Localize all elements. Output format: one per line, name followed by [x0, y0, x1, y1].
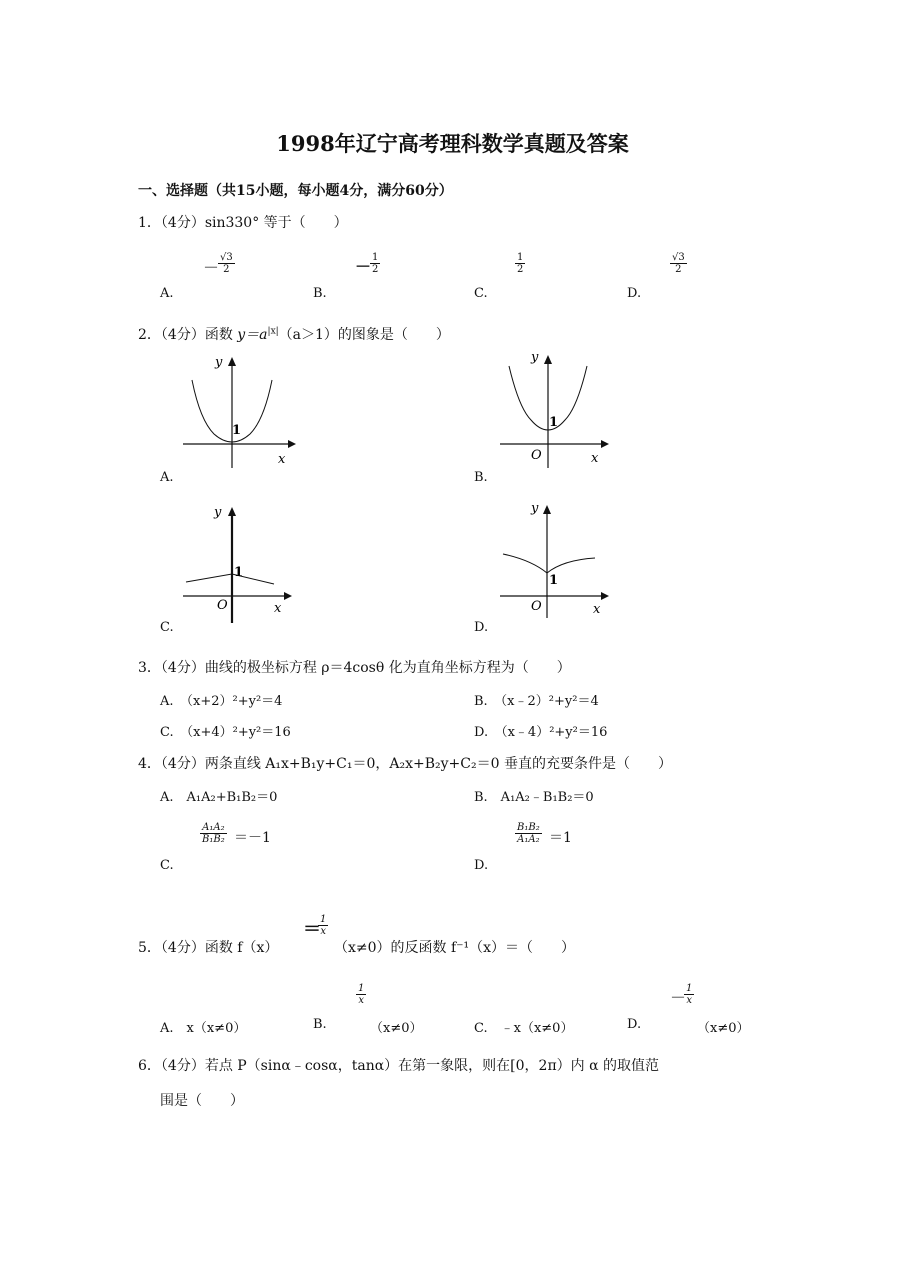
q3-option-a: A. （x+2）²+y²＝4	[160, 694, 283, 709]
q3-option-b: B. （x﹣2）²+y²＝4	[474, 694, 599, 709]
graph-d-curve	[503, 554, 595, 573]
q1-b-sign: －	[355, 257, 372, 276]
q5-d-sign: －	[670, 988, 687, 1007]
q5-option-c: C. ﹣x（x≠0）	[474, 1021, 574, 1036]
q4-c-den: B₁B₂	[202, 834, 225, 845]
graph-d-y-label: y	[531, 501, 539, 516]
q2-graph-d	[495, 498, 615, 620]
q3-option-d: D. （x﹣4）²+y²＝16	[474, 725, 608, 740]
graph-c-one-label: 1	[234, 565, 244, 580]
q2-stem-suffix: （a＞1）的图象是（ ）	[278, 327, 450, 343]
q5-option-b-cond: （x≠0）	[370, 1021, 423, 1036]
q1-d-num: √3	[672, 252, 685, 263]
q4-d-fraction	[515, 822, 542, 845]
graph-b-one-label: 1	[549, 415, 559, 430]
q4-label-c: C.	[160, 858, 174, 873]
page-title: 1998年辽宁高考理科数学真题及答案	[276, 131, 629, 156]
q4-d-den: A₁A₂	[517, 834, 540, 845]
q1-c-fraction	[515, 252, 525, 275]
q4-option-a: A. A₁A₂+B₁B₂＝0	[160, 790, 278, 805]
q4-c-rhs: ＝－1	[234, 830, 271, 846]
graph-b-x-arrow	[601, 440, 609, 448]
q4-option-b: B. A₁A₂﹣B₁B₂＝0	[474, 790, 594, 805]
q1-label-c: C.	[474, 286, 488, 301]
q5-b-den: x	[358, 995, 364, 1006]
q6-stem-line1: 6．（4分）若点 P（sinα﹣cosα，tanα）在第一象限，则在[0，2π）内 α 的取值范	[138, 1058, 659, 1074]
q1-a-den: 2	[223, 264, 230, 275]
q5-b-num: 1	[358, 983, 365, 994]
q2-label-b: B.	[474, 470, 488, 485]
graph-c-curve	[186, 574, 274, 584]
q5-label-b: B.	[313, 1017, 327, 1032]
q2-stem	[138, 324, 450, 344]
q1-stem: 1．（4分）sin330° 等于（ ）	[138, 215, 348, 231]
q2-stem-exp: |x|	[267, 326, 279, 337]
q2-stem-prefix: 2．（4分）函数	[138, 327, 238, 343]
graph-c-y-label: y	[214, 505, 222, 520]
q1-c-num: 1	[517, 252, 524, 263]
q2-label-d: D.	[474, 620, 489, 635]
graph-a-y-label: y	[215, 355, 223, 370]
q2-graph-a	[178, 350, 298, 470]
q4-c-fraction	[200, 822, 227, 845]
graph-d-one-label: 1	[549, 573, 559, 588]
graph-d-x-arrow	[601, 592, 609, 600]
graph-d-y-arrow	[543, 505, 551, 514]
q1-a-sign: －	[203, 258, 220, 277]
q1-a-fraction	[218, 252, 235, 275]
graph-c-x-arrow	[284, 592, 292, 600]
q2-stem-func: y＝a	[237, 327, 268, 343]
graph-c-y-arrow	[228, 507, 236, 516]
q3-option-c: C. （x+4）²+y²＝16	[160, 725, 291, 740]
q1-d-fraction	[670, 252, 687, 275]
q3-stem: 3．（4分）曲线的极坐标方程 ρ＝4cosθ 化为直角坐标方程为（ ）	[138, 660, 571, 676]
section-heading: 一、选择题（共15小题，每小题4分，满分60分）	[138, 183, 453, 199]
q4-d-num: B₁B₂	[517, 822, 540, 833]
q6-stem-line2: 围是（ ）	[160, 1093, 244, 1109]
graph-a-one-label: 1	[232, 423, 242, 438]
q4-d-rhs: ＝1	[549, 830, 572, 846]
graph-d-origin-label: O	[531, 599, 542, 614]
graph-c-x-label: x	[274, 601, 282, 616]
graph-c-origin-label: O	[217, 598, 228, 613]
graph-a-x-arrow	[288, 440, 296, 448]
q5-stem-a: 5．（4分）函数 f（x）	[138, 940, 279, 956]
graph-b-x-label: x	[591, 451, 599, 466]
q5-fraction	[318, 914, 328, 937]
q2-label-c: C.	[160, 620, 174, 635]
graph-b-y-label: y	[531, 350, 539, 365]
q1-a-num: √3	[220, 252, 233, 263]
q1-b-den: 2	[372, 264, 379, 275]
graph-a-y-arrow	[228, 357, 236, 366]
q5-label-d: D.	[627, 1017, 642, 1032]
graph-a-x-label: x	[278, 452, 286, 467]
q2-graph-b	[495, 348, 615, 470]
q2-label-a: A.	[160, 470, 174, 485]
graph-b-y-arrow	[544, 355, 552, 364]
q5-d-den: x	[686, 995, 692, 1006]
q1-b-num: 1	[372, 252, 379, 263]
q5-d-fraction	[684, 983, 694, 1006]
q4-stem: 4．（4分）两条直线 A₁x+B₁y+C₁＝0，A₂x+B₂y+C₂＝0 垂直的充要条件是（ ）	[138, 756, 672, 772]
q1-label-a: A.	[160, 286, 174, 301]
q4-c-num: A₁A₂	[202, 822, 225, 833]
graph-d-x-label: x	[593, 602, 601, 617]
q2-graph-c	[178, 500, 298, 625]
q1-label-b: B.	[313, 286, 327, 301]
q4-label-d: D.	[474, 858, 489, 873]
q5-stem-b: （x≠0）的反函数 f⁻¹（x）＝（ ）	[334, 940, 576, 956]
q5-frac-den: x	[320, 926, 326, 937]
q5-frac-num: 1	[320, 914, 327, 925]
q1-label-d: D.	[627, 286, 642, 301]
q5-option-d-cond: （x≠0）	[697, 1021, 750, 1036]
q5-b-fraction	[356, 983, 366, 1006]
q5-d-num: 1	[686, 983, 693, 994]
q1-b-fraction	[370, 252, 380, 275]
q5-option-a: A. x（x≠0）	[160, 1021, 247, 1036]
q1-d-den: 2	[675, 264, 682, 275]
q5-equals: ＝	[303, 919, 321, 940]
q1-c-den: 2	[517, 264, 524, 275]
graph-b-origin-label: O	[531, 448, 542, 463]
